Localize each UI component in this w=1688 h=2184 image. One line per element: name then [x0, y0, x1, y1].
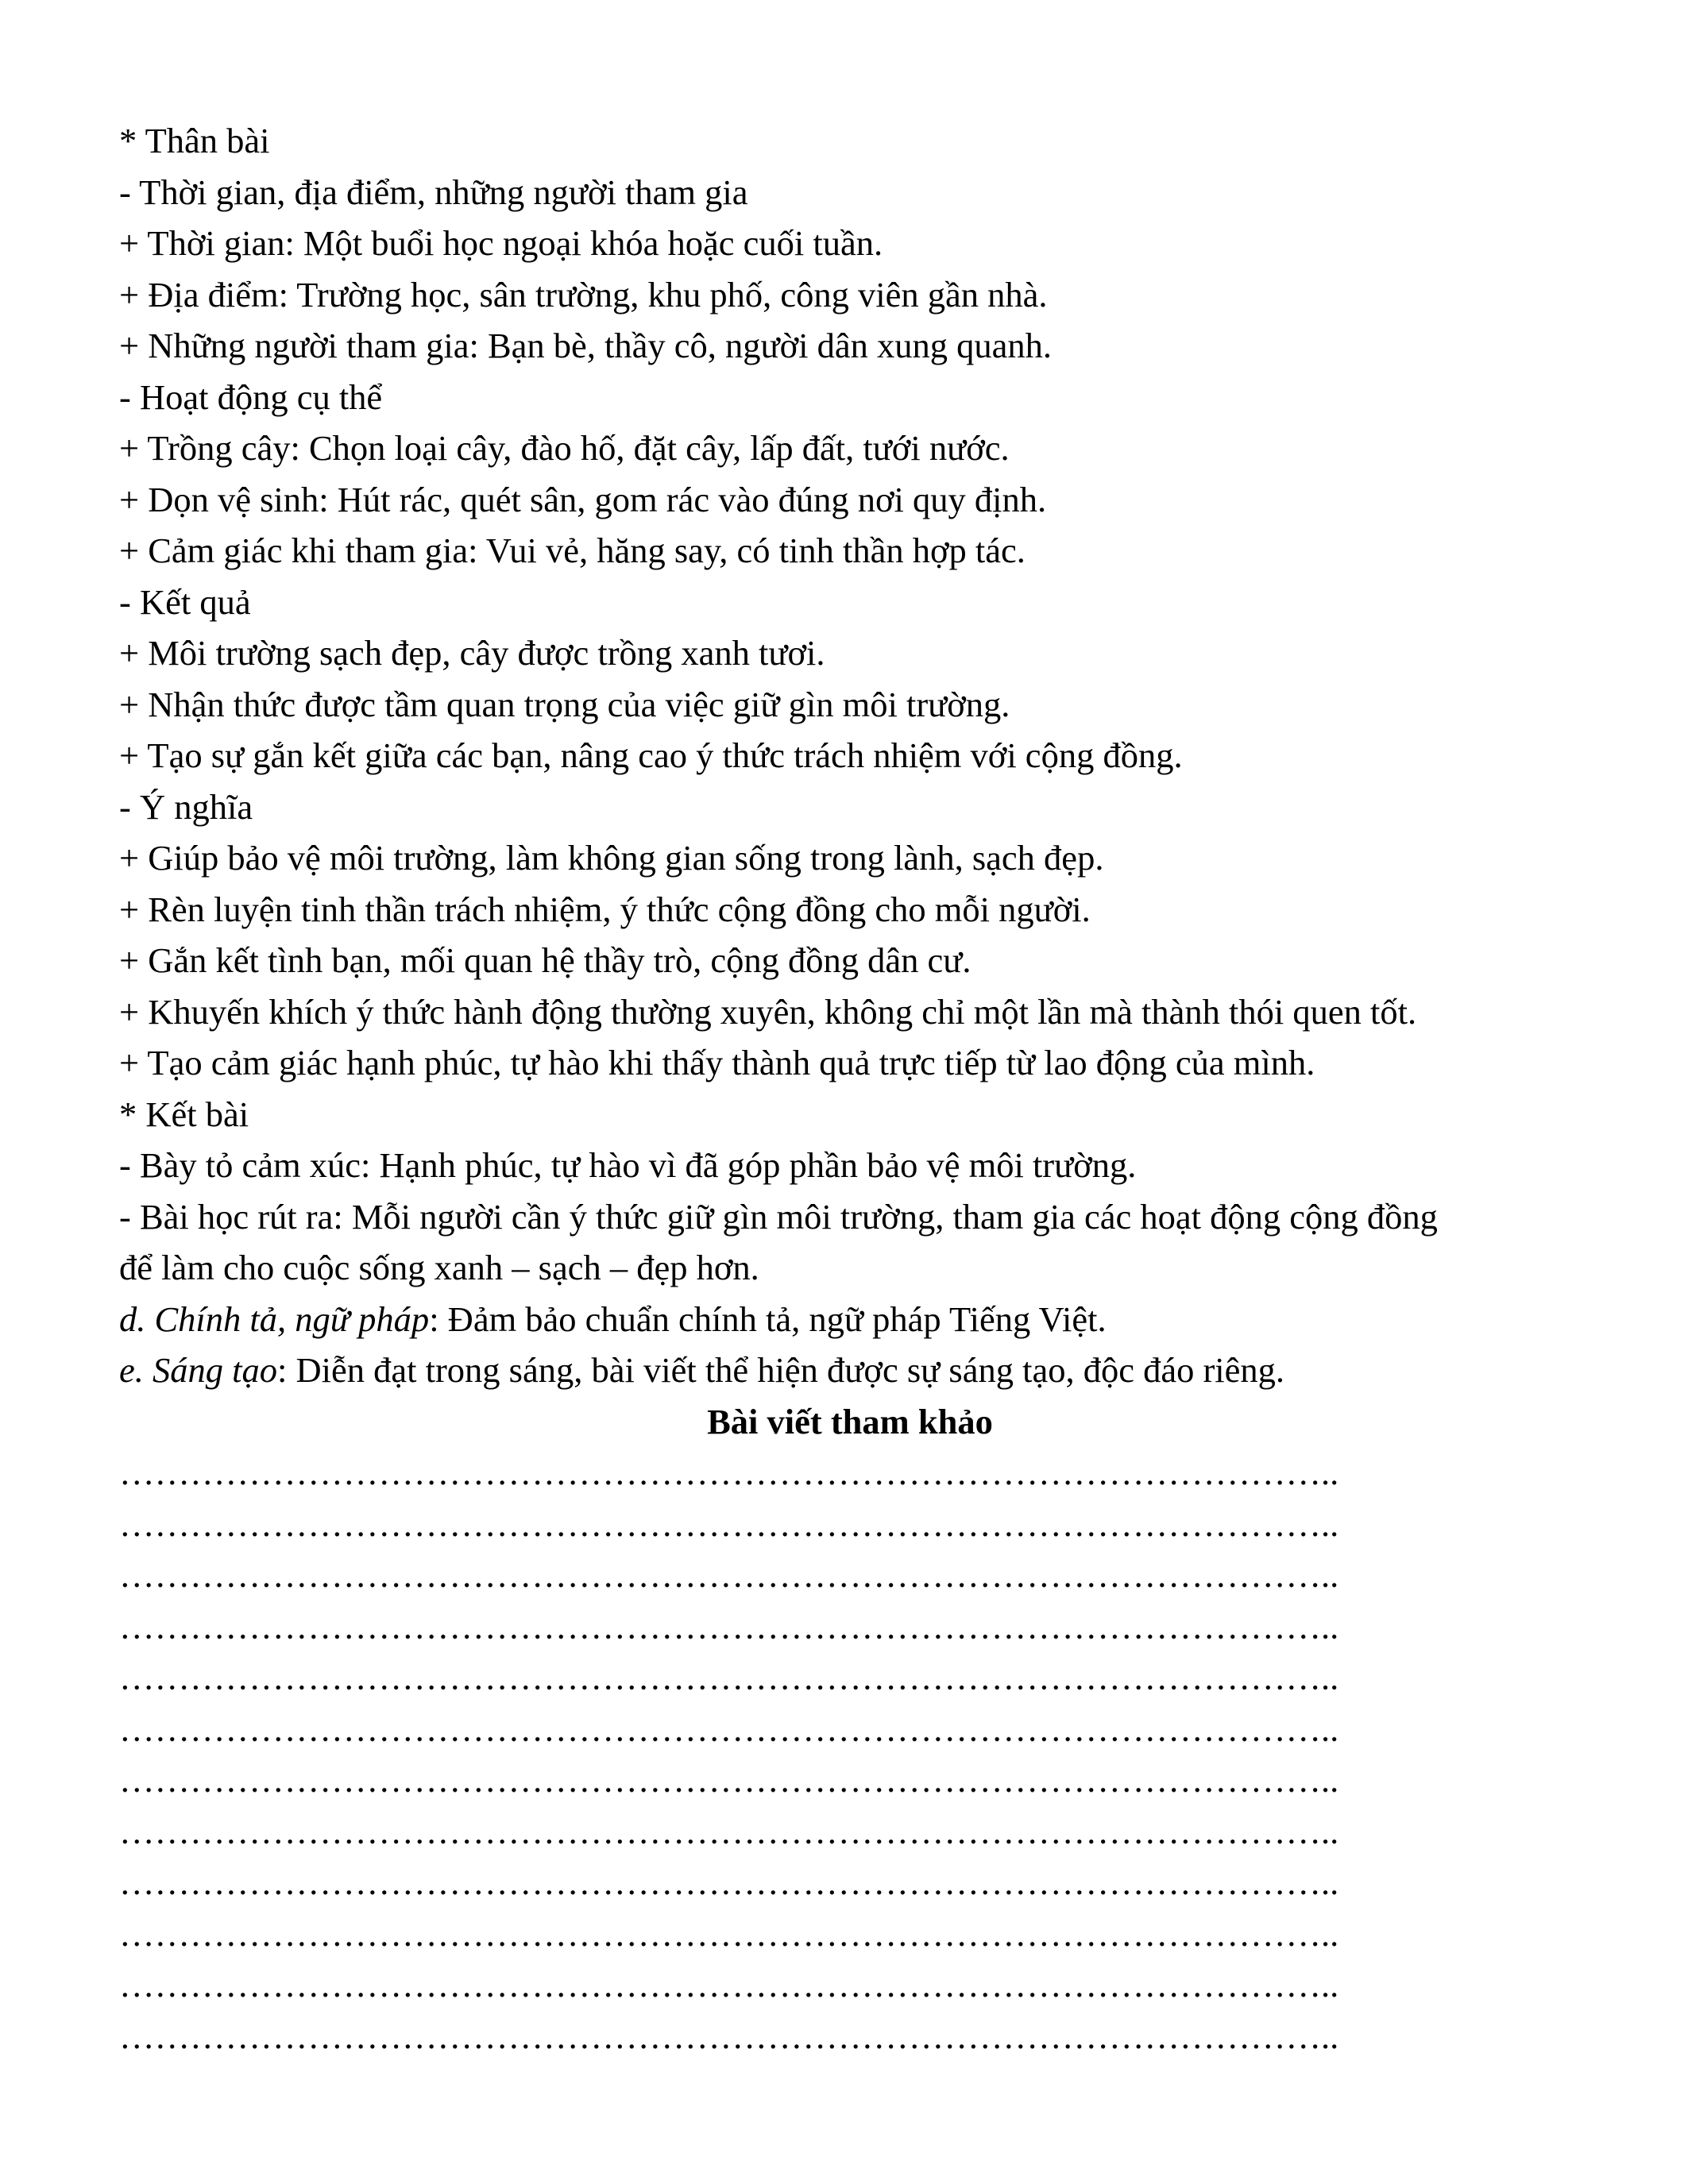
dotted-line: …………………………………………………………………………………………..: [119, 1657, 1339, 1697]
dotted-line: …………………………………………………………………………………………..: [119, 1965, 1339, 2005]
outline-section: [119, 115, 1581, 1294]
outline-item: + Giúp bảo vệ môi trường, làm không gian sống trong lành, sạch đẹp.: [119, 838, 1104, 878]
criterion-text: : Diễn đạt trong sáng, bài viết thể hiện được sự sáng tạo, độc đáo riêng.: [277, 1350, 1285, 1390]
dotted-line: …………………………………………………………………………………………..: [119, 2016, 1339, 2056]
outline-item: - Hoạt động cụ thể: [119, 376, 383, 417]
lesson-line-1: - Bài học rút ra: Mỗi người cần ý thức giữ gìn môi trường, tham gia các hoạt động cộng đồng: [119, 1196, 1438, 1237]
dotted-line: …………………………………………………………………………………………..: [119, 1862, 1339, 1902]
outline-item: + Những người tham gia: Bạn bè, thầy cô, người dân xung quanh.: [119, 326, 1053, 365]
outline-item: + Trồng cây: Chọn loại cây, đào hố, đặt cây, lấp đất, tưới nước.: [119, 428, 1010, 468]
dotted-line: …………………………………………………………………………………………..: [119, 1811, 1339, 1851]
outline-item: + Thời gian: Một buổi học ngoại khóa hoặc cuối tuần.: [119, 223, 883, 263]
dotted-line: …………………………………………………………………………………………..: [119, 1760, 1339, 1800]
section-heading-conclusion: * Kết bài: [119, 1094, 249, 1134]
dotted-line: …………………………………………………………………………………………..: [119, 1555, 1339, 1595]
outline-item: + Tạo sự gắn kết giữa các bạn, nâng cao ý thức trách nhiệm với cộng đồng.: [119, 735, 1183, 775]
outline-item: + Khuyến khích ý thức hành động thường xuyên, không chỉ một lần mà thành thói quen tốt.: [119, 991, 1417, 1032]
dotted-line: …………………………………………………………………………………………..: [119, 1606, 1339, 1646]
dotted-writing-area: [119, 1447, 1581, 2062]
dotted-line: …………………………………………………………………………………………..: [119, 1503, 1339, 1544]
document-page: [119, 115, 1581, 2062]
criterion-text: : Đảm bảo chuẩn chính tả, ngữ pháp Tiếng Việt.: [429, 1298, 1107, 1339]
criteria-section: [119, 1294, 1581, 1396]
dotted-line: …………………………………………………………………………………………..: [119, 1913, 1339, 1954]
outline-item: - Bày tỏ cảm xúc: Hạnh phúc, tự hào vì đã góp phần bảo vệ môi trường.: [119, 1145, 1137, 1185]
outline-item: + Nhận thức được tầm quan trọng của việc giữ gìn môi trường.: [119, 684, 1010, 724]
outline-item: + Rèn luyện tinh thần trách nhiệm, ý thức cộng đồng cho mỗi người.: [119, 889, 1091, 929]
reference-title: Bài viết tham khảo: [707, 1401, 993, 1441]
outline-item: - Ý nghĩa: [119, 786, 253, 827]
lesson-line-2: để làm cho cuộc sống xanh – sạch – đẹp hơn.: [119, 1248, 759, 1287]
outline-item: + Gắn kết tình bạn, mối quan hệ thầy trò, cộng đồng dân cư.: [119, 940, 971, 980]
outline-item: + Địa điểm: Trường học, sân trường, khu phố, công viên gần nhà.: [119, 274, 1048, 314]
criterion-spelling-grammar: [119, 1294, 1581, 1345]
outline-item: + Tạo cảm giác hạnh phúc, tự hào khi thấy thành quả trực tiếp từ lao động của mình.: [119, 1043, 1315, 1082]
outline-item: + Môi trường sạch đẹp, cây được trồng xanh tươi.: [119, 633, 825, 673]
section-heading-body: * Thân bài: [119, 121, 270, 160]
outline-item: + Dọn vệ sinh: Hút rác, quét sân, gom rác vào đúng nơi quy định.: [119, 479, 1047, 519]
criterion-label: e. Sáng tạo: [119, 1350, 277, 1390]
criterion-creativity: [119, 1345, 1581, 1396]
outline-item: - Thời gian, địa điểm, những người tham gia: [119, 172, 748, 212]
criterion-label: d. Chính tả, ngữ pháp: [119, 1298, 430, 1339]
dotted-line: …………………………………………………………………………………………..: [119, 1708, 1339, 1749]
outline-item: - Kết quả: [119, 581, 251, 622]
dotted-line: …………………………………………………………………………………………..: [119, 1453, 1339, 1492]
outline-item: + Cảm giác khi tham gia: Vui vẻ, hăng say, có tinh thần hợp tác.: [119, 531, 1026, 570]
